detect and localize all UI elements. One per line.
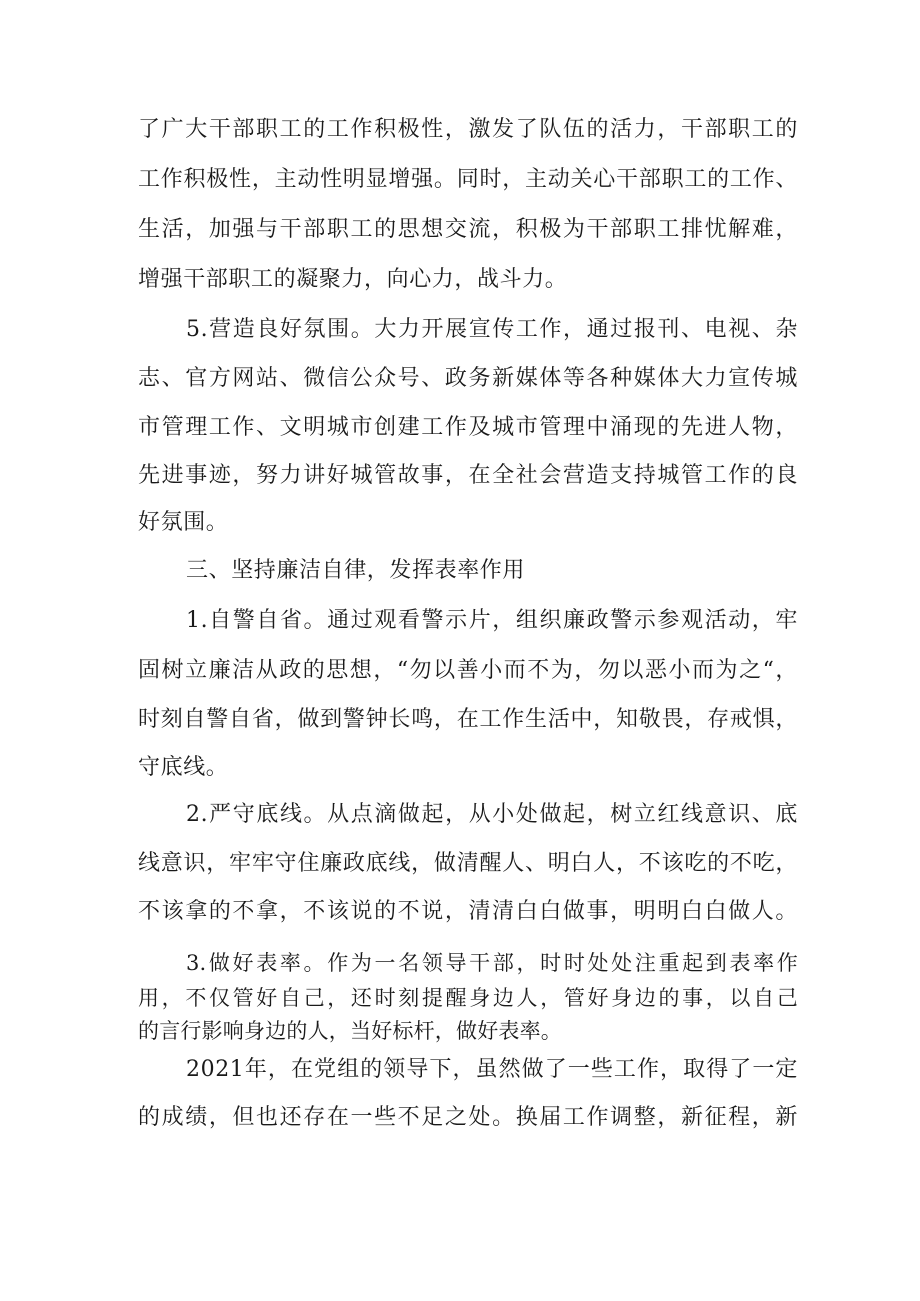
paragraph-line: 的言行影响身边的人，当好标杆，做好表率。 — [138, 1019, 562, 1043]
paragraph-line: 好氛围。 — [138, 510, 229, 535]
paragraph-line: 5.营造良好氛围。大力开展宣传工作，通过报刊、电视、杂 — [186, 317, 798, 342]
paragraph-line: 工作积极性，主动性明显增强。同时，主动关心干部职工的工作、 — [138, 167, 798, 192]
paragraph-line: 时刻自警自省，做到警钟长鸣，在工作生活中，知敬畏，存戒惧， — [138, 707, 798, 732]
paragraph-line: 市管理工作、文明城市创建工作及城市管理中涌现的先进人物， — [138, 415, 798, 440]
paragraph-line: 固树立廉洁从政的思想，“勿以善小而不为，勿以恶小而为之“， — [138, 658, 798, 683]
paragraph-line: 2021年，在党组的领导下，虽然做了一些工作，取得了一定 — [186, 1057, 798, 1082]
paragraph-line: 用，不仅管好自己，还时刻提醒身边人，管好身边的事，以自己 — [138, 986, 798, 1010]
paragraph-line: 先进事迹，努力讲好城管故事，在全社会营造支持城管工作的良 — [138, 463, 798, 488]
paragraph-line: 守底线。 — [138, 755, 229, 780]
paragraph-line: 1.自警自省。通过观看警示片，组织廉政警示参观活动，牢 — [186, 608, 798, 633]
paragraph-line: 线意识，牢牢守住廉政底线，做清醒人、明白人，不该吃的不吃， — [138, 851, 798, 876]
section-heading: 三、坚持廉洁自律，发挥表率作用 — [186, 558, 526, 583]
paragraph-line: 生活，加强与干部职工的思想交流，积极为干部职工排忧解难， — [138, 217, 798, 242]
paragraph-line: 2.严守底线。从点滴做起，从小处做起，树立红线意识、底 — [186, 802, 798, 827]
paragraph-line: 3.做好表率。作为一名领导干部，时时处处注重起到表率作 — [186, 951, 798, 975]
paragraph-line: 的成绩，但也还存在一些不足之处。换届工作调整，新征程，新 — [138, 1105, 798, 1130]
paragraph-line: 增强干部职工的凝聚力，向心力，战斗力。 — [138, 267, 568, 292]
paragraph-line: 不该拿的不拿，不该说的不说，清清白白做事，明明白白做人。 — [138, 899, 798, 924]
paragraph-line: 了广大干部职工的工作积极性，激发了队伍的活力，干部职工的 — [138, 117, 798, 142]
paragraph-line: 志、官方网站、微信公众号、政务新媒体等各种媒体大力宣传城 — [138, 366, 798, 391]
